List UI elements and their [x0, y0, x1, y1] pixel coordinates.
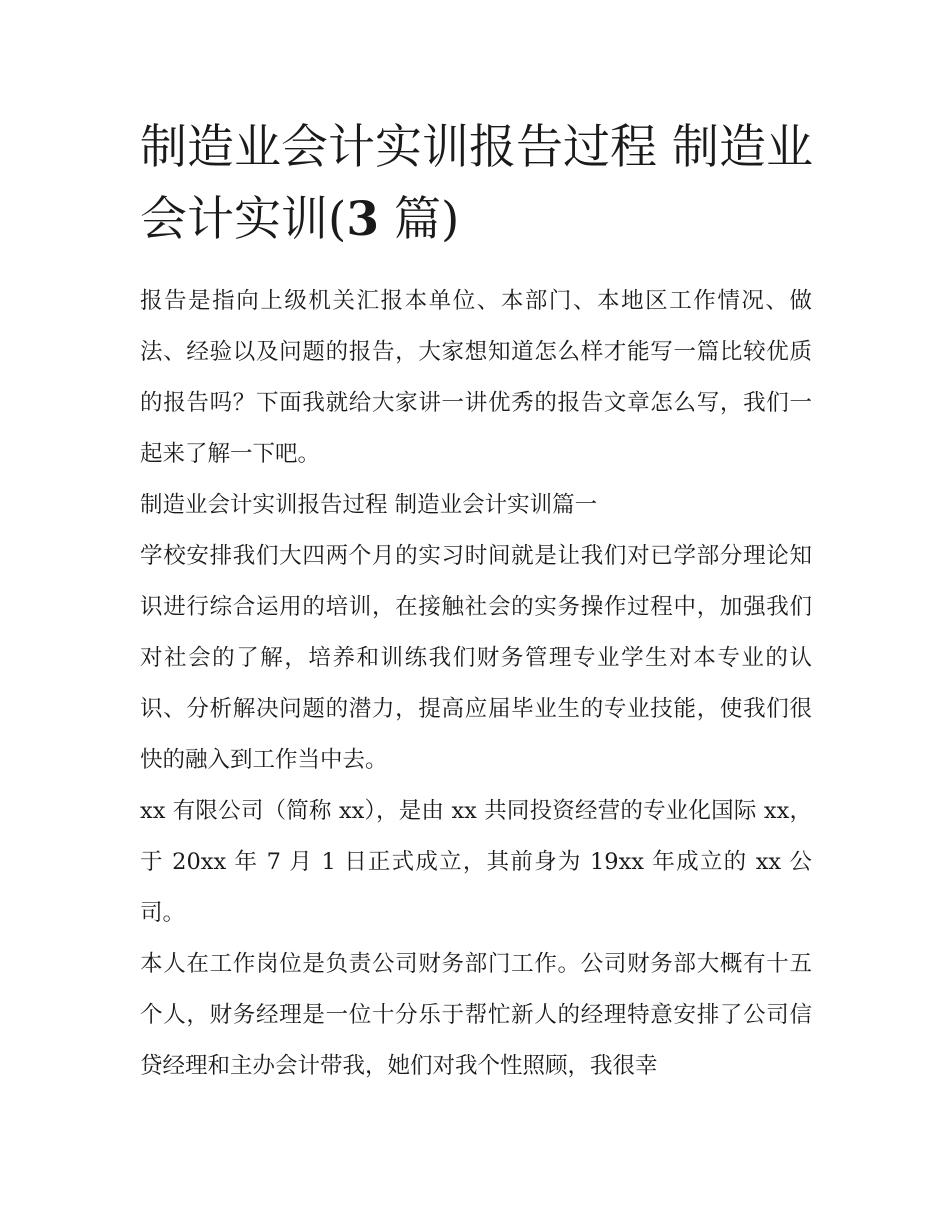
title-text-part2: 篇)	[379, 192, 460, 247]
intro-paragraph: 报告是指向上级机关汇报本单位、本部门、本地区工作情况、做法、经验以及问题的报告，大家想知道怎么样才能写一篇比较优质的报告吗？下面我就给大家讲一讲优秀的报告文章怎么写，我们一起来了解一下吧。	[140, 288, 812, 467]
document-body	[140, 276, 812, 1092]
section-heading: 制造业会计实训报告过程 制造业会计实训篇一	[140, 492, 598, 518]
title-count: 3	[346, 192, 380, 247]
title-text-part1: 制造业会计实训报告过程 制造业会计实训(	[140, 120, 813, 247]
document-title	[140, 112, 820, 256]
body-paragraph: 学校安排我们大四两个月的实习时间就是让我们对已学部分理论知识进行综合运用的培训，在接触社会的实务操作过程中，加强我们对社会的了解，培养和训练我们财务管理专业学生对本专业的认识、分析解决问题的潜力，提高应届毕业生的专业技能，使我们很快的融入到工作当中去。	[140, 543, 812, 773]
body-paragraph: 本人在工作岗位是负责公司财务部门工作。公司财务部大概有十五个人，财务经理是一位十分乐于帮忙新人的经理特意安排了公司信贷经理和主办会计带我，她们对我个性照顾，我很幸	[140, 951, 812, 1079]
body-paragraph: xx 有限公司（简称 xx），是由 xx 共同投资经营的专业化国际 xx，于 20xx 年 7 月 1 日正式成立，其前身为 19xx 年成立的 xx 公司。	[140, 798, 812, 926]
